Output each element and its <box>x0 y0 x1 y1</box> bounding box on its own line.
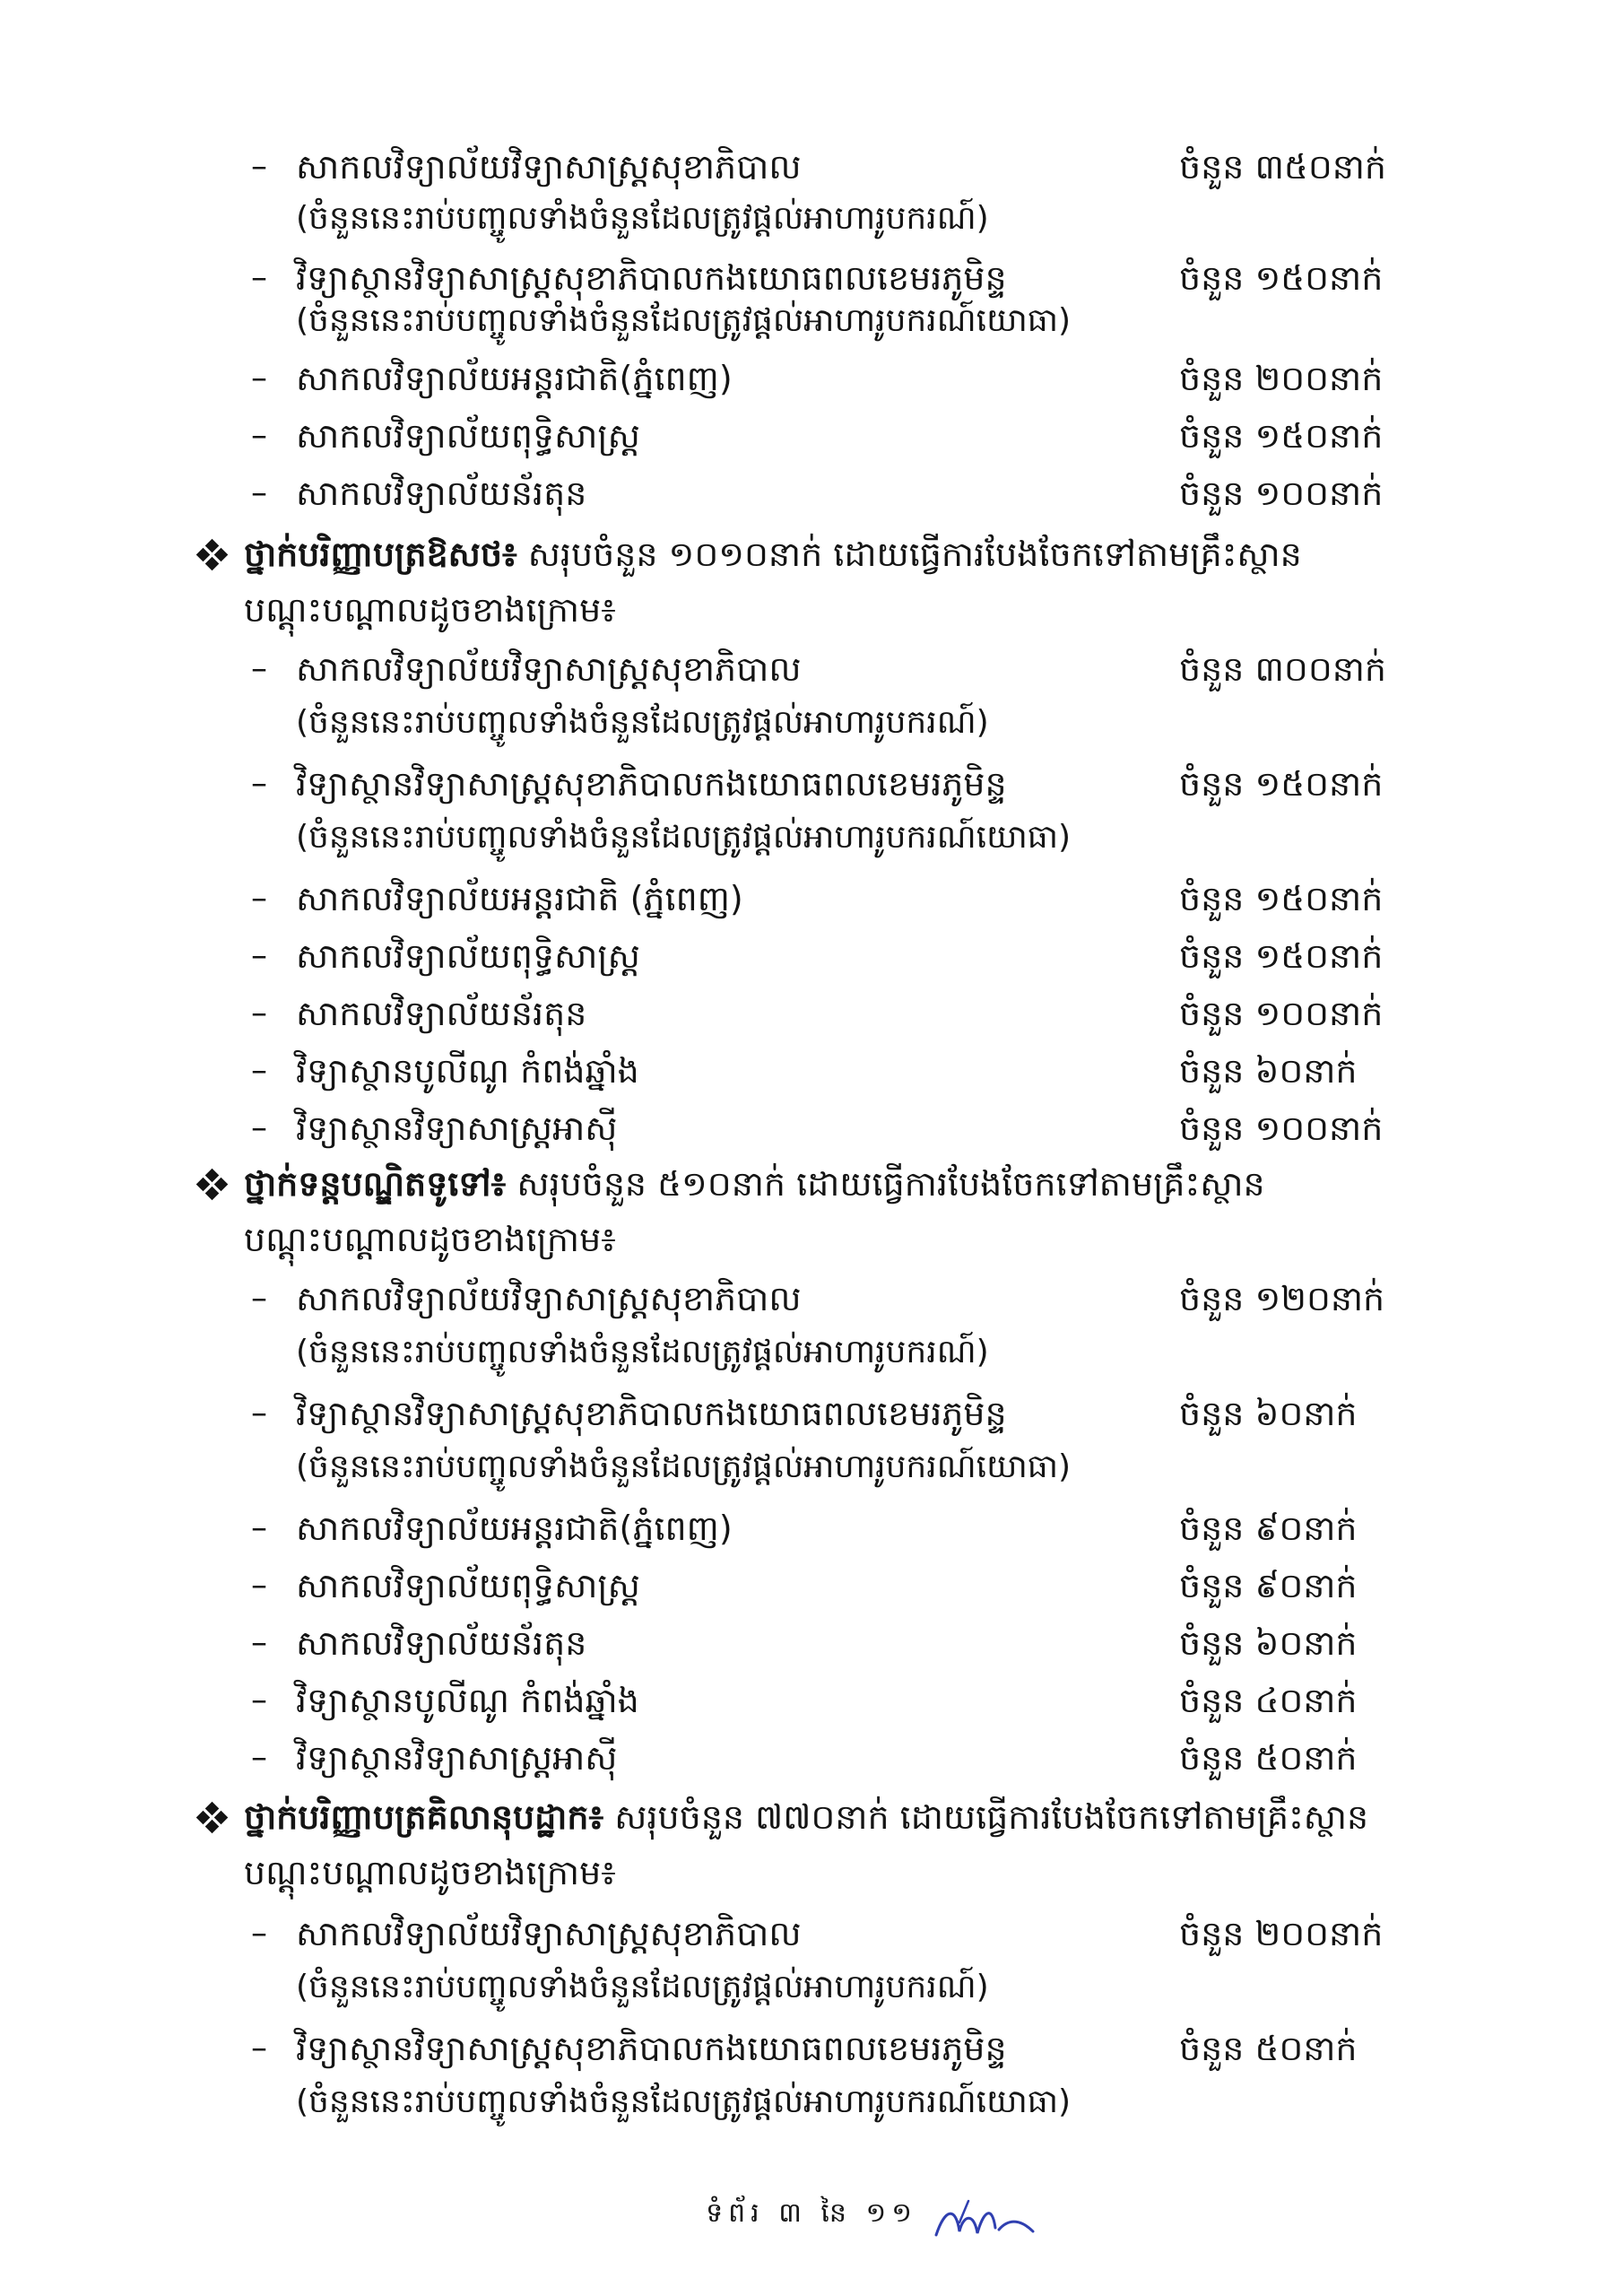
institution-name: សាកលវិទ្យាល័យពុទ្ធិសាស្ត្រ <box>296 416 640 456</box>
student-count: ចំនួន ២០០នាក់ <box>1179 1914 1384 1953</box>
list-item <box>251 1101 1417 1159</box>
dash-bullet: – <box>251 1052 267 1089</box>
institution-name: វិទ្យាស្ថានវិទ្យាសាស្ត្រសុខាភិបាលកងយោធពលខេមរភូមិន្ទ <box>296 2029 1007 2068</box>
scholarship-note: (ចំនួននេះរាប់បញ្ចូលទាំងចំនួនដែលត្រូវផ្តល់អាហារូបករណ៍យោធា) <box>296 1448 1072 1485</box>
diamond-bullet-icon <box>197 1803 228 1833</box>
dash-bullet: – <box>251 259 267 296</box>
student-count: ចំនួន ១០០នាក់ <box>1179 994 1384 1033</box>
list-item <box>251 757 1417 814</box>
student-count: ចំនួន ១០០នាក់ <box>1179 1109 1384 1148</box>
student-count: ចំនួន ៣៥០នាក់ <box>1179 147 1387 187</box>
dash-bullet: – <box>251 2030 267 2066</box>
dash-bullet: – <box>251 360 267 396</box>
list-item <box>251 1907 1417 1964</box>
institution-name: សាកលវិទ្យាល័យន័រតុន <box>296 1623 587 1663</box>
list-item <box>251 1044 1417 1101</box>
list-item <box>251 987 1417 1044</box>
scholarship-note: (ចំនួននេះរាប់បញ្ចូលទាំងចំនួនដែលត្រូវផ្តល់អាហារូបករណ៍) <box>296 1969 989 2005</box>
institution-name: វិទ្យាស្ថានវិទ្យាសាស្ត្រសុខាភិបាលកងយោធពលខេមរភូមិន្ទ <box>296 258 1007 298</box>
institution-name: សាកលវិទ្យាល័យន័រតុន <box>296 994 587 1033</box>
dash-bullet: – <box>251 1682 267 1718</box>
list-item <box>251 466 1417 524</box>
initials-signature <box>933 2196 1040 2249</box>
section-summary-cont: បណ្តុះបណ្តាលដូចខាងក្រោម៖ <box>244 1220 616 1259</box>
list-item <box>251 409 1417 466</box>
list-item <box>251 1674 1417 1731</box>
institution-name: វិទ្យាស្ថានវិទ្យាសាស្ត្រសុខាភិបាលកងយោធពលខេមរភូមិន្ទ <box>296 1394 1007 1433</box>
scholarship-note: (ចំនួននេះរាប់បញ្ចូលទាំងចំនួនដែលត្រូវផ្តល់អាហារូបករណ៍) <box>296 200 989 237</box>
institution-name: វិទ្យាស្ថានវិទ្យាសាស្ត្រអាស៊ី <box>296 1738 618 1778</box>
section-summary-cont: បណ្តុះបណ្តាលដូចខាងក្រោម៖ <box>244 590 616 630</box>
student-count: ចំនួន ៦០នាក់ <box>1179 1051 1358 1091</box>
dash-bullet: – <box>251 1109 267 1146</box>
dash-bullet: – <box>251 937 267 974</box>
student-count: ចំនួន ១៥០នាក់ <box>1179 764 1384 804</box>
list-item <box>251 1501 1417 1559</box>
list-item <box>251 352 1417 409</box>
section-title: ថ្នាក់បរិញ្ញាបត្រឱសថ៖ <box>244 535 517 574</box>
list-item <box>251 140 1417 197</box>
institution-name: វិទ្យាស្ថានវិទ្យាសាស្ត្រសុខាភិបាលកងយោធពលខេមរភូមិន្ទ <box>296 764 1007 804</box>
student-count: ចំនួន ៦០នាក់ <box>1179 1623 1358 1663</box>
student-count: ចំនួន ៦០នាក់ <box>1179 1394 1358 1433</box>
dash-bullet: – <box>251 765 267 802</box>
student-count: ចំនួន ១២០នាក់ <box>1179 1279 1385 1318</box>
institution-name: សាកលវិទ្យាល័យពុទ្ធិសាស្ត្រ <box>296 936 640 976</box>
list-item <box>251 929 1417 987</box>
institution-name: សាកលវិទ្យាល័យវិទ្យាសាស្ត្រសុខាភិបាល <box>296 1279 802 1318</box>
dash-bullet: – <box>251 880 267 917</box>
section-summary: សរុបចំនួន ១០១០នាក់ ដោយធ្វើការបែងចែកទៅតាមគ្រឹះស្ថាន <box>516 535 1302 574</box>
dash-bullet: – <box>251 650 267 687</box>
dash-bullet: – <box>251 1624 267 1661</box>
institution-name: សាកលវិទ្យាល័យន័រតុន <box>296 474 587 513</box>
student-count: ចំនួន ៩០នាក់ <box>1179 1509 1358 1548</box>
list-item <box>251 1387 1417 1444</box>
diamond-bullet-icon <box>197 1170 228 1200</box>
dash-bullet: – <box>251 1395 267 1431</box>
institution-name: សាកលវិទ្យាល័យវិទ្យាសាស្ត្រសុខាភិបាល <box>296 1914 802 1953</box>
list-item <box>251 1272 1417 1329</box>
dash-bullet: – <box>251 995 267 1031</box>
dash-bullet: – <box>251 417 267 454</box>
scholarship-note: (ចំនួននេះរាប់បញ្ចូលទាំងចំនួនដែលត្រូវផ្តល់អាហារូបករណ៍យោធា) <box>296 2083 1072 2120</box>
scholarship-note: (ចំនួននេះរាប់បញ្ចូលទាំងចំនួនដែលត្រូវផ្តល់អាហារូបករណ៍) <box>296 1334 989 1370</box>
institution-name: វិទ្យាស្ថានបូលីណូ កំពង់ឆ្នាំង <box>296 1681 639 1720</box>
student-count: ចំនួន ១៥០នាក់ <box>1179 936 1384 976</box>
institution-name: វិទ្យាស្ថានវិទ្យាសាស្ត្រអាស៊ី <box>296 1109 618 1148</box>
section-title: ថ្នាក់បរិញ្ញាបត្រគិលានុបដ្ឋាក៖ <box>244 1797 604 1837</box>
institution-name: សាកលវិទ្យាល័យវិទ្យាសាស្ត្រសុខាភិបាល <box>296 649 802 689</box>
dash-bullet: – <box>251 1739 267 1776</box>
page-number: ទំព័រ ៣ នៃ ១១ <box>706 2197 917 2229</box>
institution-name: វិទ្យាស្ថានបូលីណូ កំពង់ឆ្នាំង <box>296 1051 639 1091</box>
student-count: ចំនួន ៤០នាក់ <box>1179 1681 1358 1720</box>
student-count: ចំនួន ១៥០នាក់ <box>1179 258 1384 298</box>
dash-bullet: – <box>251 1280 267 1317</box>
scholarship-note: (ចំនួននេះរាប់បញ្ចូលទាំងចំនួនដែលត្រូវផ្តល់អាហារូបករណ៍) <box>296 704 989 741</box>
list-item <box>251 642 1417 700</box>
dash-bullet: – <box>251 1509 267 1546</box>
list-item <box>251 1731 1417 1788</box>
institution-name: សាកលវិទ្យាល័យអន្តរជាតិ(ភ្នំពេញ) <box>296 1509 733 1548</box>
section-summary: សរុបចំនួន ៧៧០នាក់ ដោយធ្វើការបែងចែកទៅតាមគ្រឹះស្ថាន <box>603 1797 1369 1837</box>
student-count: ចំនួន ១៥០នាក់ <box>1179 879 1384 918</box>
list-item <box>251 872 1417 929</box>
list-item <box>251 1616 1417 1674</box>
student-count: ចំនួន ១៥០នាក់ <box>1179 416 1384 456</box>
institution-name: សាកលវិទ្យាល័យពុទ្ធិសាស្ត្រ <box>296 1566 640 1605</box>
section-summary-cont: បណ្តុះបណ្តាលដូចខាងក្រោម៖ <box>244 1853 616 1892</box>
dash-bullet: – <box>251 1915 267 1952</box>
scholarship-note: (ចំនួននេះរាប់បញ្ចូលទាំងចំនួនដែលត្រូវផ្តល់អាហារូបករណ៍យោធា) <box>296 302 1072 339</box>
student-count: ចំនួន ១០០នាក់ <box>1179 474 1384 513</box>
list-item <box>251 1559 1417 1616</box>
student-count: ចំនួន ៥០នាក់ <box>1179 1738 1358 1778</box>
dash-bullet: – <box>251 1567 267 1604</box>
dash-bullet: – <box>251 474 267 511</box>
student-count: ចំនួន ៣០០នាក់ <box>1179 649 1387 689</box>
institution-name: សាកលវិទ្យាល័យអន្តរជាតិ(ភ្នំពេញ) <box>296 359 733 398</box>
section-title: ថ្នាក់ទន្តបណ្ឌិតទូទៅ៖ <box>244 1164 507 1204</box>
student-count: ចំនួន ៩០នាក់ <box>1179 1566 1358 1605</box>
section-summary: សរុបចំនួន ៥១០នាក់ ដោយធ្វើការបែងចែកទៅតាមគ្រឹះស្ថាន <box>506 1164 1265 1204</box>
list-item <box>251 2022 1417 2079</box>
dash-bullet: – <box>251 148 267 185</box>
student-count: ចំនួន ៥០នាក់ <box>1179 2029 1358 2068</box>
institution-name: សាកលវិទ្យាល័យអន្តរជាតិ (ភ្នំពេញ) <box>296 879 743 918</box>
student-count: ចំនួន ២០០នាក់ <box>1179 359 1384 398</box>
diamond-bullet-icon <box>197 540 228 570</box>
institution-name: សាកលវិទ្យាល័យវិទ្យាសាស្ត្រសុខាភិបាល <box>296 147 802 187</box>
scholarship-note: (ចំនួននេះរាប់បញ្ចូលទាំងចំនួនដែលត្រូវផ្តល់អាហារូបករណ៍យោធា) <box>296 819 1072 856</box>
